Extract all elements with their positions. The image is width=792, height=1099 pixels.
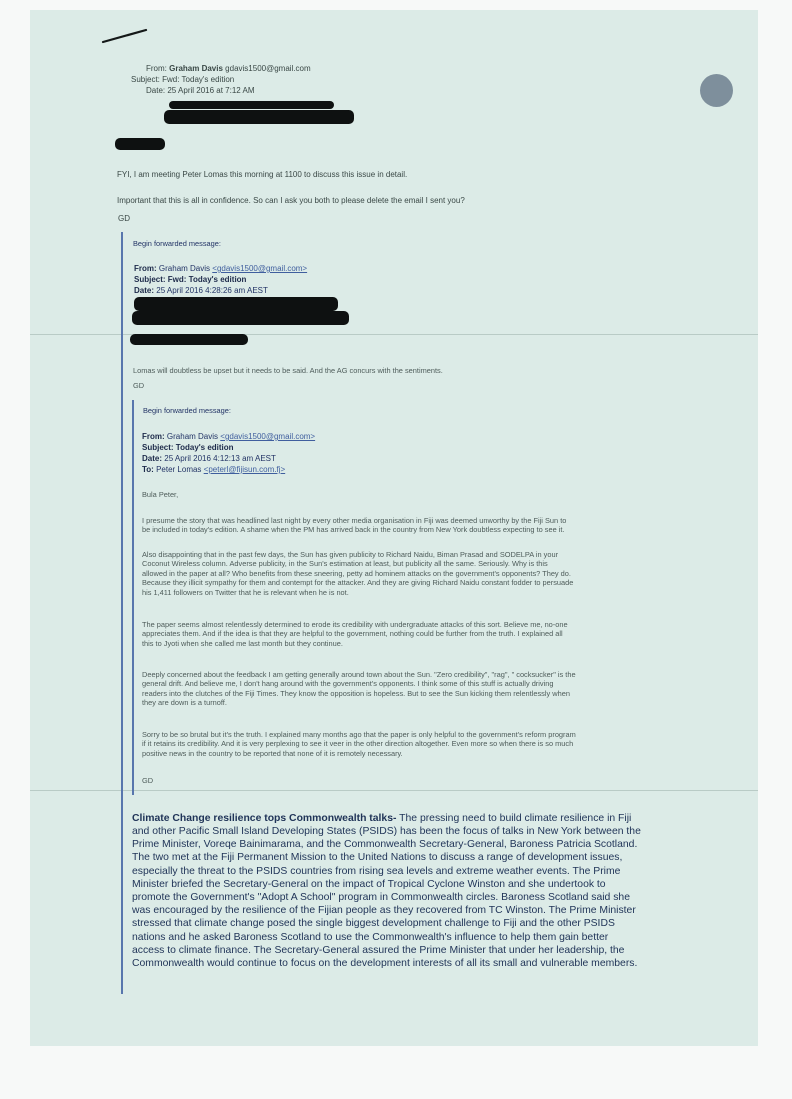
text-line: Commonwealth would continue to focus on the development interests of all its small and vulnerable members. xyxy=(132,958,638,970)
text-line: Prime Minister, Voreqe Bainimarama, and the Commonwealth Secretary-General, Baroness Patricia Scotland. xyxy=(132,839,638,851)
fwd2-greeting: Bula Peter, xyxy=(142,490,179,499)
text-line: Minister briefed the Secretary-General on the impact of Tropical Cyclone Winston and she undertook to xyxy=(132,878,606,890)
text-line: Also disappointing that in the past few days, the Sun has given publicity to Richard Naidu, Biman Prasad and SODELPA in your xyxy=(142,550,559,559)
fwd2-from: From: Graham Davis <gdavis1500@gmail.com> xyxy=(142,432,316,441)
text-line: The paper seems almost relentlessly determined to erode its credibility with undergraduate attacks of this sort. Believe me, no-one xyxy=(142,620,568,629)
redaction xyxy=(115,138,165,150)
fwd2-paragraph-3 xyxy=(142,620,568,648)
fwd2-paragraph-1 xyxy=(142,516,566,535)
article-body xyxy=(132,825,641,970)
redaction xyxy=(164,110,354,124)
text-line: promote the Government's "Adopt A School" program in Commonwealth circles. Baroness Scotland said she xyxy=(132,892,630,904)
text-line: allowed in the paper at all? Who benefits from these sneering, petty ad hominem attacks on the government's opponents? They do. xyxy=(142,568,571,578)
fwd1-subject: Subject: Fwd: Today's edition xyxy=(134,275,247,284)
text-line: and other Pacific Small Island Developing States (PSIDS) has been the focus of talks in New York between the xyxy=(132,826,641,837)
text-line: nations and he asked Baroness Scotland to use the Commonwealth's influence to help them gain better xyxy=(132,931,609,943)
fwd1-email-link[interactable]: <gdavis1500@gmail.com> xyxy=(212,264,308,273)
fwd2-begin: Begin forwarded message: xyxy=(143,406,231,415)
intro-sign: GD xyxy=(118,214,130,223)
quote-bar xyxy=(132,400,134,795)
header-from: From: Graham Davis gdavis1500@gmail.com xyxy=(146,64,311,73)
redaction xyxy=(132,311,349,325)
fwd2-date: Date: 25 April 2016 4:12:13 am AEST xyxy=(142,454,276,463)
fwd2-paragraph-2 xyxy=(142,550,573,597)
header-subject: Subject: Fwd: Today's edition xyxy=(131,75,235,84)
article-first-line xyxy=(132,812,631,825)
text-line: general drift. And believe me, I don't hang around with the government's opponents. I think some of this stuff is actually driving xyxy=(142,679,554,689)
text-line: be included in today's edition. A shame when the PM has arrived back in the country from New York doubtless expecting to see it. xyxy=(142,525,565,535)
text-line: especially the threat to the PSIDS countries from rising sea levels and extreme weather events. The Prime xyxy=(132,865,621,877)
pen-mark xyxy=(100,26,150,46)
fwd1-sign: GD xyxy=(133,381,145,390)
text-line: I presume the story that was headlined last night by every other media organisation in Fiji was deemed unworthy by the Fiji Sun to xyxy=(142,516,567,525)
page-stamp-icon xyxy=(700,74,733,107)
text-line: his 1,411 followers on Twitter that he is relevant when he is not. xyxy=(142,587,349,597)
fwd2-paragraph-4 xyxy=(142,670,576,708)
intro-line: FYI, I am meeting Peter Lomas this morning at 1100 to discuss this issue in detail. xyxy=(117,170,408,179)
fwd2-to-email-link[interactable]: <peterl@fijisun.com.fj> xyxy=(203,465,286,474)
text-line: access to climate finance. The Secretary-General assured the Prime Minister that under her leadership, the xyxy=(132,944,625,956)
redaction xyxy=(169,101,334,109)
fwd2-to: To: Peter Lomas <peterl@fijisun.com.fj> xyxy=(142,465,286,474)
text-line: readers into the clutches of the Fiji Times. They know the opposition is hopeless. But to see the Sun kicking them relentlessly when xyxy=(142,688,570,698)
fwd2-email-link[interactable]: <gdavis1500@gmail.com> xyxy=(220,432,316,441)
fwd1-from: From: Graham Davis <gdavis1500@gmail.com> xyxy=(134,264,308,273)
text-line: stressed that climate change posed the single biggest development challenge to Fiji and the other PSIDS xyxy=(132,918,615,930)
text-line: this to Jyoti when she called me last month but they continue. xyxy=(142,638,343,648)
article-headline: Climate Change resilience tops Commonwealth talks- xyxy=(132,813,397,824)
fwd1-begin: Begin forwarded message: xyxy=(133,239,221,248)
fwd1-date: Date: 25 April 2016 4:28:26 am AEST xyxy=(134,286,268,295)
text-line: The pressing need to build climate resilience in Fiji xyxy=(396,813,632,824)
fwd2-subject: Subject: Today's edition xyxy=(142,443,234,452)
fwd1-body: Lomas will doubtless be upset but it needs to be said. And the AG concurs with the sentiments. xyxy=(133,366,443,375)
text-line: if it retains its credibility. And it is very perplexing to see it veer in the other direction altogether. Even more so when there is so much xyxy=(142,739,574,749)
text-line: Sorry to be so brutal but it's the truth. I explained many months ago that the paper is only helpful to the government's reform program xyxy=(142,730,576,739)
header-date: Date: 25 April 2016 at 7:12 AM xyxy=(146,86,255,95)
text-line: The two met at the Fiji Permanent Mission to the United Nations to discuss a range of development issues, xyxy=(132,852,623,864)
text-line: Coconut Wireless column. Adverse publicity, in the Sun's estimation at least, but publicity all the same. Seriously. Why is this xyxy=(142,559,548,569)
text-line: Deeply concerned about the feedback I am getting generally around town about the Sun. "Zero credibility", "rag", " cocksucker" is the xyxy=(142,670,576,679)
text-line: appreciates them. And if the idea is that they are helpful to the government, nothing could be further from the truth. I explained all xyxy=(142,629,563,639)
text-line: they are down is a turnoff. xyxy=(142,698,227,708)
redaction xyxy=(130,334,248,345)
fwd2-sign: GD xyxy=(142,776,154,785)
quote-bar xyxy=(121,232,123,994)
text-line: was encouraged by the resilience of the Fijian people as they recovered from TC Winston. The Prime Minister xyxy=(132,905,636,917)
text-line: positive news in the country to be reported that none of it is remotely necessary. xyxy=(142,748,403,758)
intro-line: Important that this is all in confidence. So can I ask you both to please delete the email I sent you? xyxy=(117,196,465,205)
fwd2-paragraph-5 xyxy=(142,730,576,758)
text-line: Because they illicit sympathy for them and contempt for the attacker. And they are giving Richard Naidu constant fodder to persuade xyxy=(142,578,574,588)
redaction xyxy=(134,297,338,311)
fold-line xyxy=(30,790,758,791)
